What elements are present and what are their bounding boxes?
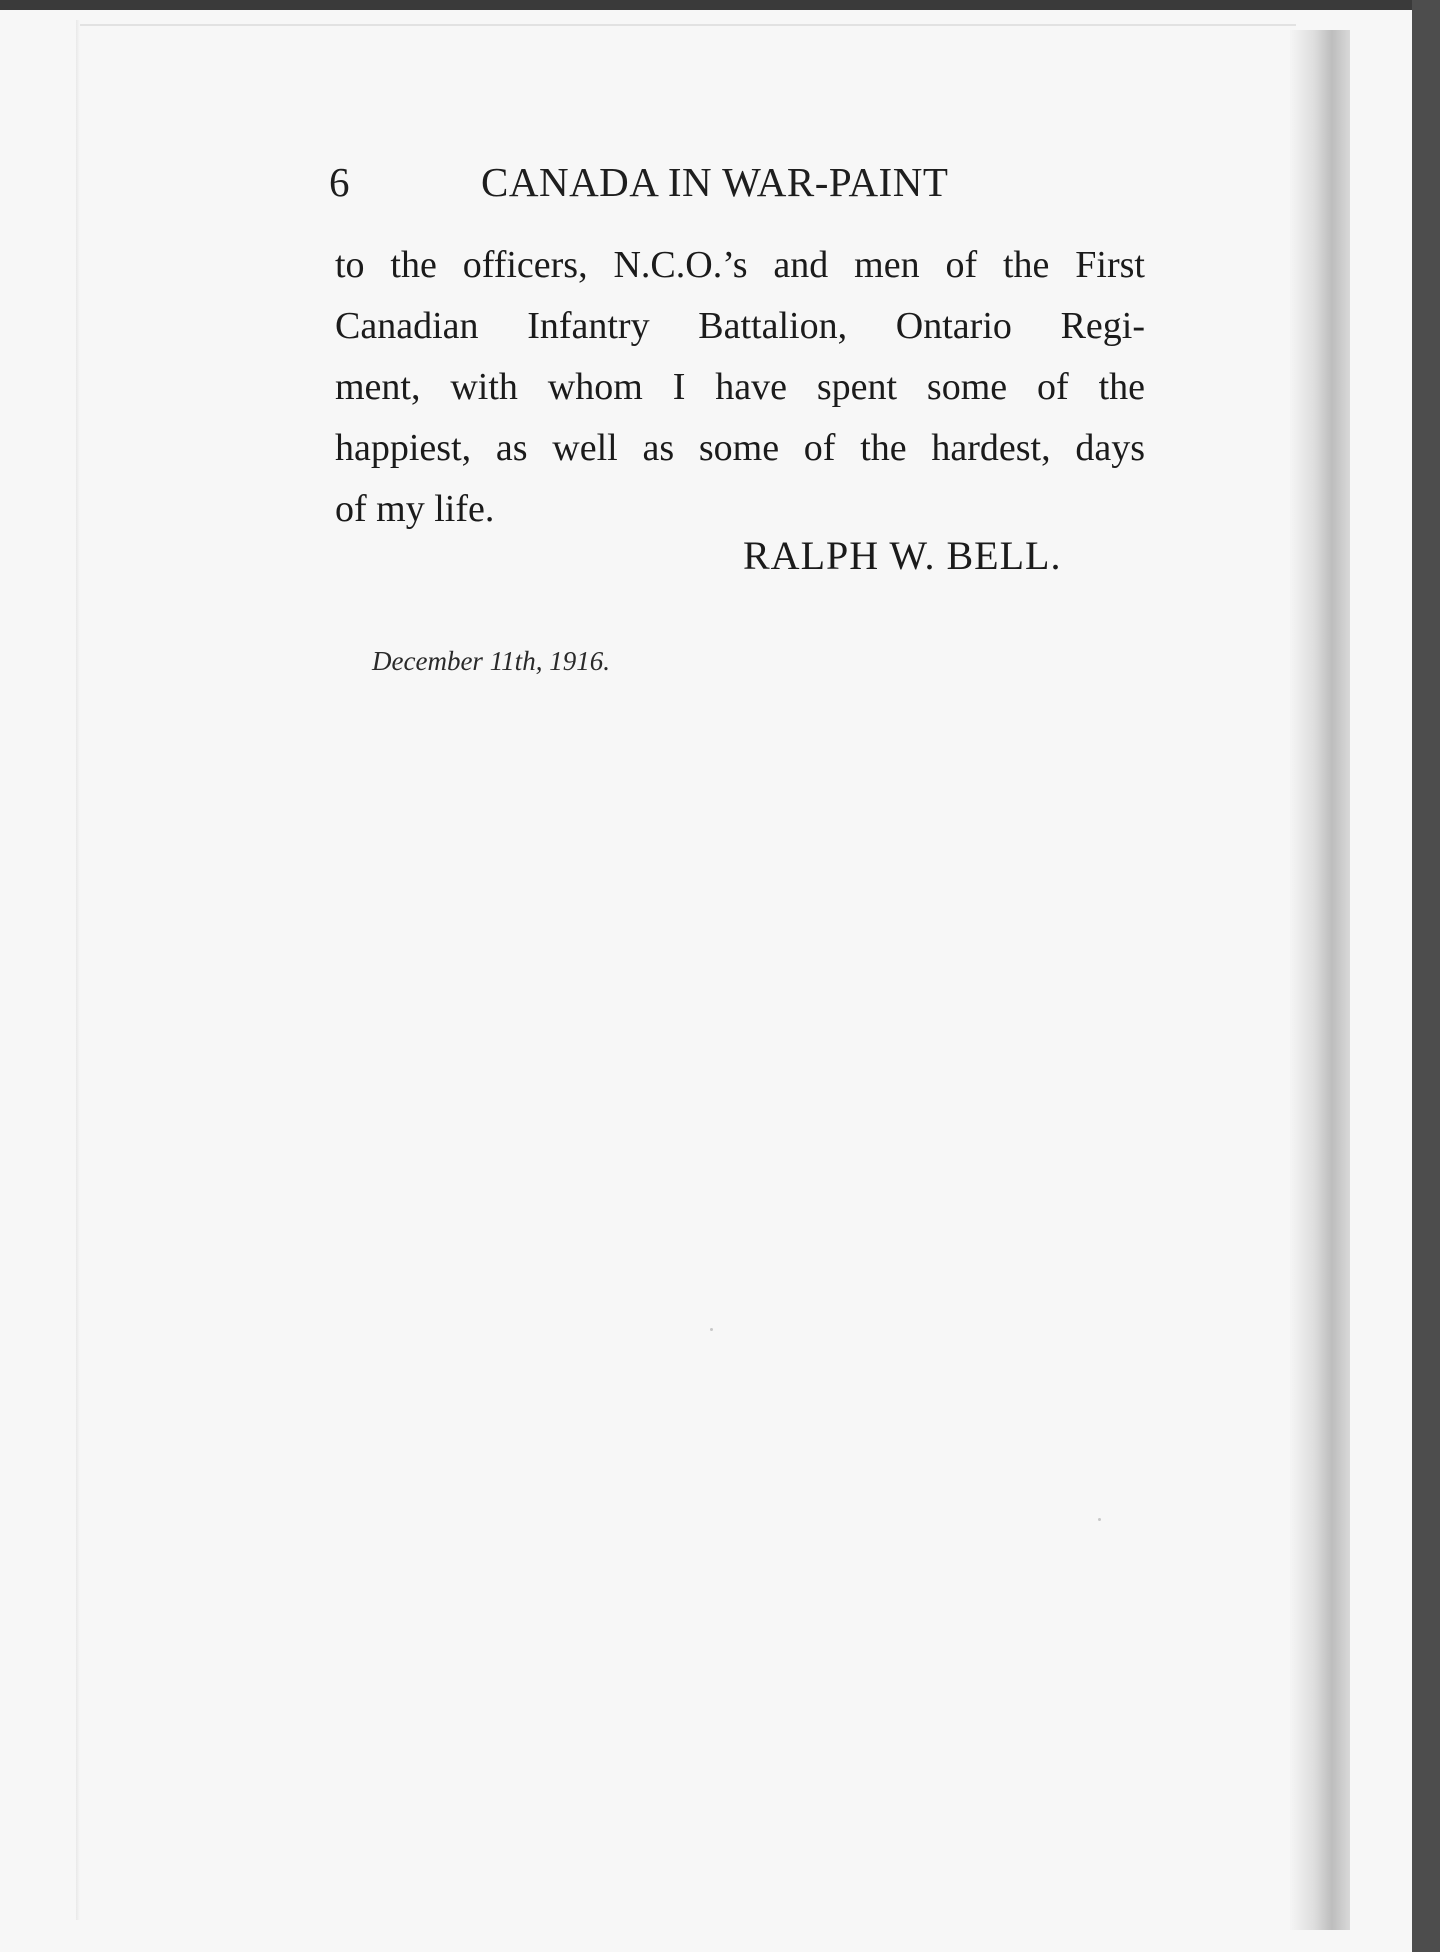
- page-left-edge: [76, 20, 80, 1920]
- author-signature: RALPH W. BELL.: [743, 533, 1062, 578]
- text-line: of my life.: [335, 488, 495, 530]
- scan-right-border: [1412, 0, 1440, 1952]
- text-line: Canadian Infantry Battalion, Ontario Regi-: [335, 305, 1145, 347]
- page-gutter-shadow: [1290, 30, 1350, 1930]
- running-title: CANADA IN WAR-PAINT: [481, 159, 949, 205]
- page-number: 6: [329, 159, 350, 205]
- page-top-edge: [76, 24, 1296, 26]
- running-head: [329, 158, 1149, 214]
- paper-speck: [710, 1328, 713, 1331]
- text-line: to the officers, N.C.O.’s and men of the First: [335, 244, 1145, 286]
- dateline: December 11th, 1916.: [372, 646, 610, 676]
- page-right-margin: [1350, 10, 1412, 1952]
- paper-speck: [1098, 1518, 1101, 1521]
- text-line: ment, with whom I have spent some of the: [335, 366, 1145, 408]
- body-paragraph: [335, 235, 1145, 540]
- text-line: happiest, as well as some of the hardest, days: [335, 427, 1145, 469]
